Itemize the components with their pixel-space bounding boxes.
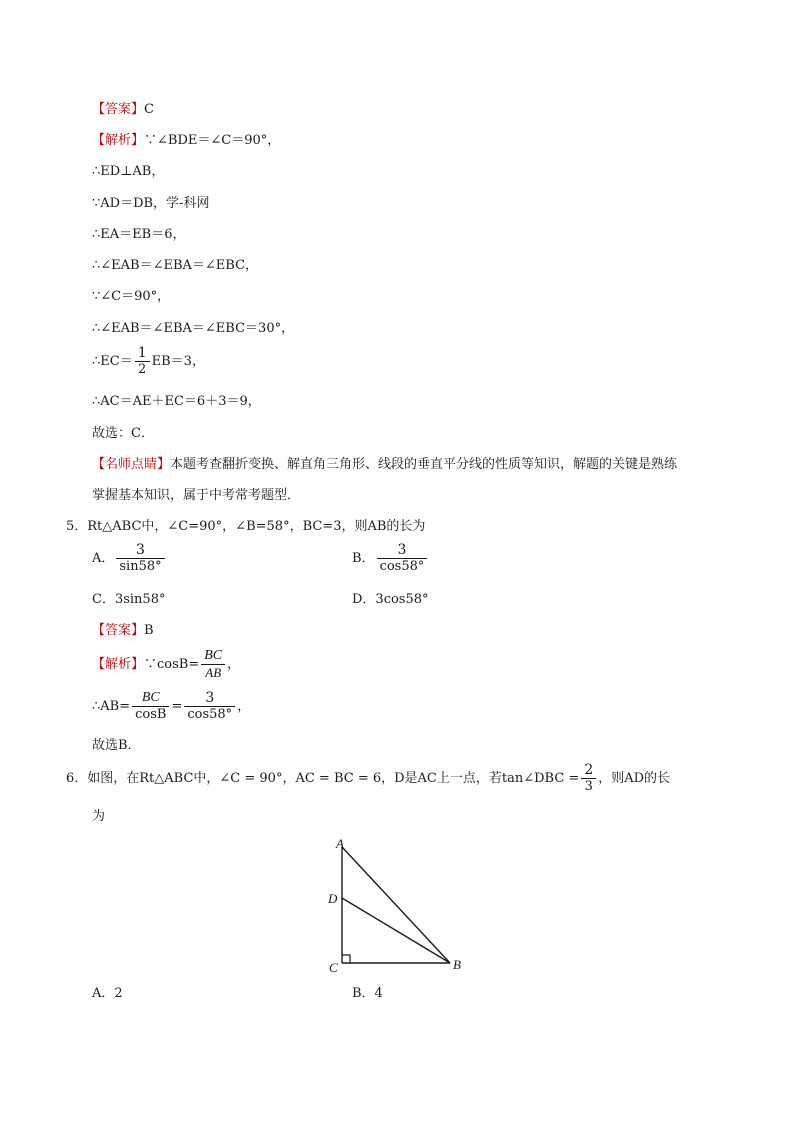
right-triangle-figure [320,835,480,980]
point-d-label: D [328,891,338,906]
q6-stem-line-1 [66,762,670,795]
answer-tag: 【答案】 [92,102,145,117]
q4-conclusion: 故选：C． [92,426,154,441]
analysis-prefix: ∵cosB= [144,657,200,672]
q4-step-6: ∵∠C＝90°， [92,289,171,304]
stem-suffix: ，则AD的长 [598,771,671,786]
q4-step-2: ∴ED⊥AB， [92,164,165,179]
fraction-one-half [135,345,150,378]
answer-value: B [144,623,154,638]
q5-answer-line [92,622,154,640]
q6-stem-line-2: 为 [92,809,106,824]
bc-over-cosb-fraction [132,690,169,723]
fraction-denominator: cos58° [187,707,233,722]
fraction-numerator: 3 [184,690,235,707]
q5-analysis-line-1 [92,648,240,681]
q4-step-8 [92,345,205,378]
q5-analysis-line-2 [92,690,250,723]
q4-step-9: ∴AC＝AE＋EC＝6＋3＝9， [92,394,261,409]
fraction-numerator: BC [132,690,169,707]
point-a-label: A [336,836,344,851]
fraction-numerator: BC [201,648,225,665]
option-b-denominator: cos58° [379,559,425,574]
answer-value: C [144,102,154,117]
fraction-denominator: 3 [584,779,593,794]
option-b-numerator: 3 [377,542,428,559]
option-b-fraction [377,542,428,575]
q6-option-a: A．2 [92,986,123,1001]
step-8-suffix: EB＝3， [151,354,205,369]
point-c-label: C [329,960,338,975]
q6-option-b: B．4 [352,986,383,1001]
side-ab [342,847,450,963]
q4-review-line-2: 掌握基本知识，属于中考常考题型． [92,488,301,503]
q4-step-5: ∴∠EAB＝∠EBA＝∠EBC， [92,258,259,273]
equals-sign: = [171,699,183,714]
q4-analysis-line-1 [92,132,280,150]
q5-conclusion: 故选B． [92,738,141,753]
q4-step-4: ∴EA＝EB＝6， [92,227,186,242]
stem-text: 6．如图，在Rt△ABC中，∠C = 90°，AC = BC = 6，D是AC上一点，若tan∠DBC = [66,771,580,786]
fraction-numerator: 2 [581,762,596,779]
analysis-suffix: ， [237,699,251,714]
q5-option-c: C．3sin58° [92,592,166,607]
fraction-denominator: cosB [135,707,167,722]
q5-option-a [92,542,167,575]
q4-review-line-1 [92,456,677,474]
fraction-denominator: AB [205,665,222,680]
q4-step-7: ∴∠EAB＝∠EBA＝∠EBC＝30°， [92,321,295,336]
q4-step-3: ∵AD＝DB，学-科网 [92,196,210,211]
review-tag: 【名师点睛】 [92,457,171,472]
bc-over-ab-fraction [201,648,225,681]
q5-option-d: D．3cos58° [352,592,429,607]
option-a-fraction [116,542,164,575]
analysis-prefix: ∴AB= [92,699,131,714]
option-a-denominator: sin58° [119,559,162,574]
analysis-suffix: ， [227,657,241,672]
analysis-tag: 【解析】 [92,657,145,672]
point-b-label: B [453,957,461,972]
right-angle-mark [342,955,350,963]
analysis-text: ∵∠BDE＝∠C＝90°， [144,133,281,148]
option-a-label: A． [92,551,115,566]
analysis-tag: 【解析】 [92,133,145,148]
fraction-numerator: 1 [135,345,150,362]
option-a-numerator: 3 [116,542,164,559]
review-text: 本题考查翻折变换、解直角三角形、线段的垂直平分线的性质等知识，解题的关键是熟练 [170,457,678,472]
q5-stem: 5．Rt△ABC中，∠C=90°，∠B=58°，BC=3，则AB的长为 [66,519,426,534]
option-b-label: B． [352,551,375,566]
answer-tag: 【答案】 [92,623,145,638]
segment-db [342,898,450,963]
fraction-denominator: 2 [138,362,147,377]
q4-answer-line [92,101,154,119]
two-thirds-fraction [581,762,596,795]
q5-option-b [352,542,429,575]
three-over-cos58-fraction [184,690,235,723]
step-8-prefix: ∴EC＝ [92,354,133,369]
